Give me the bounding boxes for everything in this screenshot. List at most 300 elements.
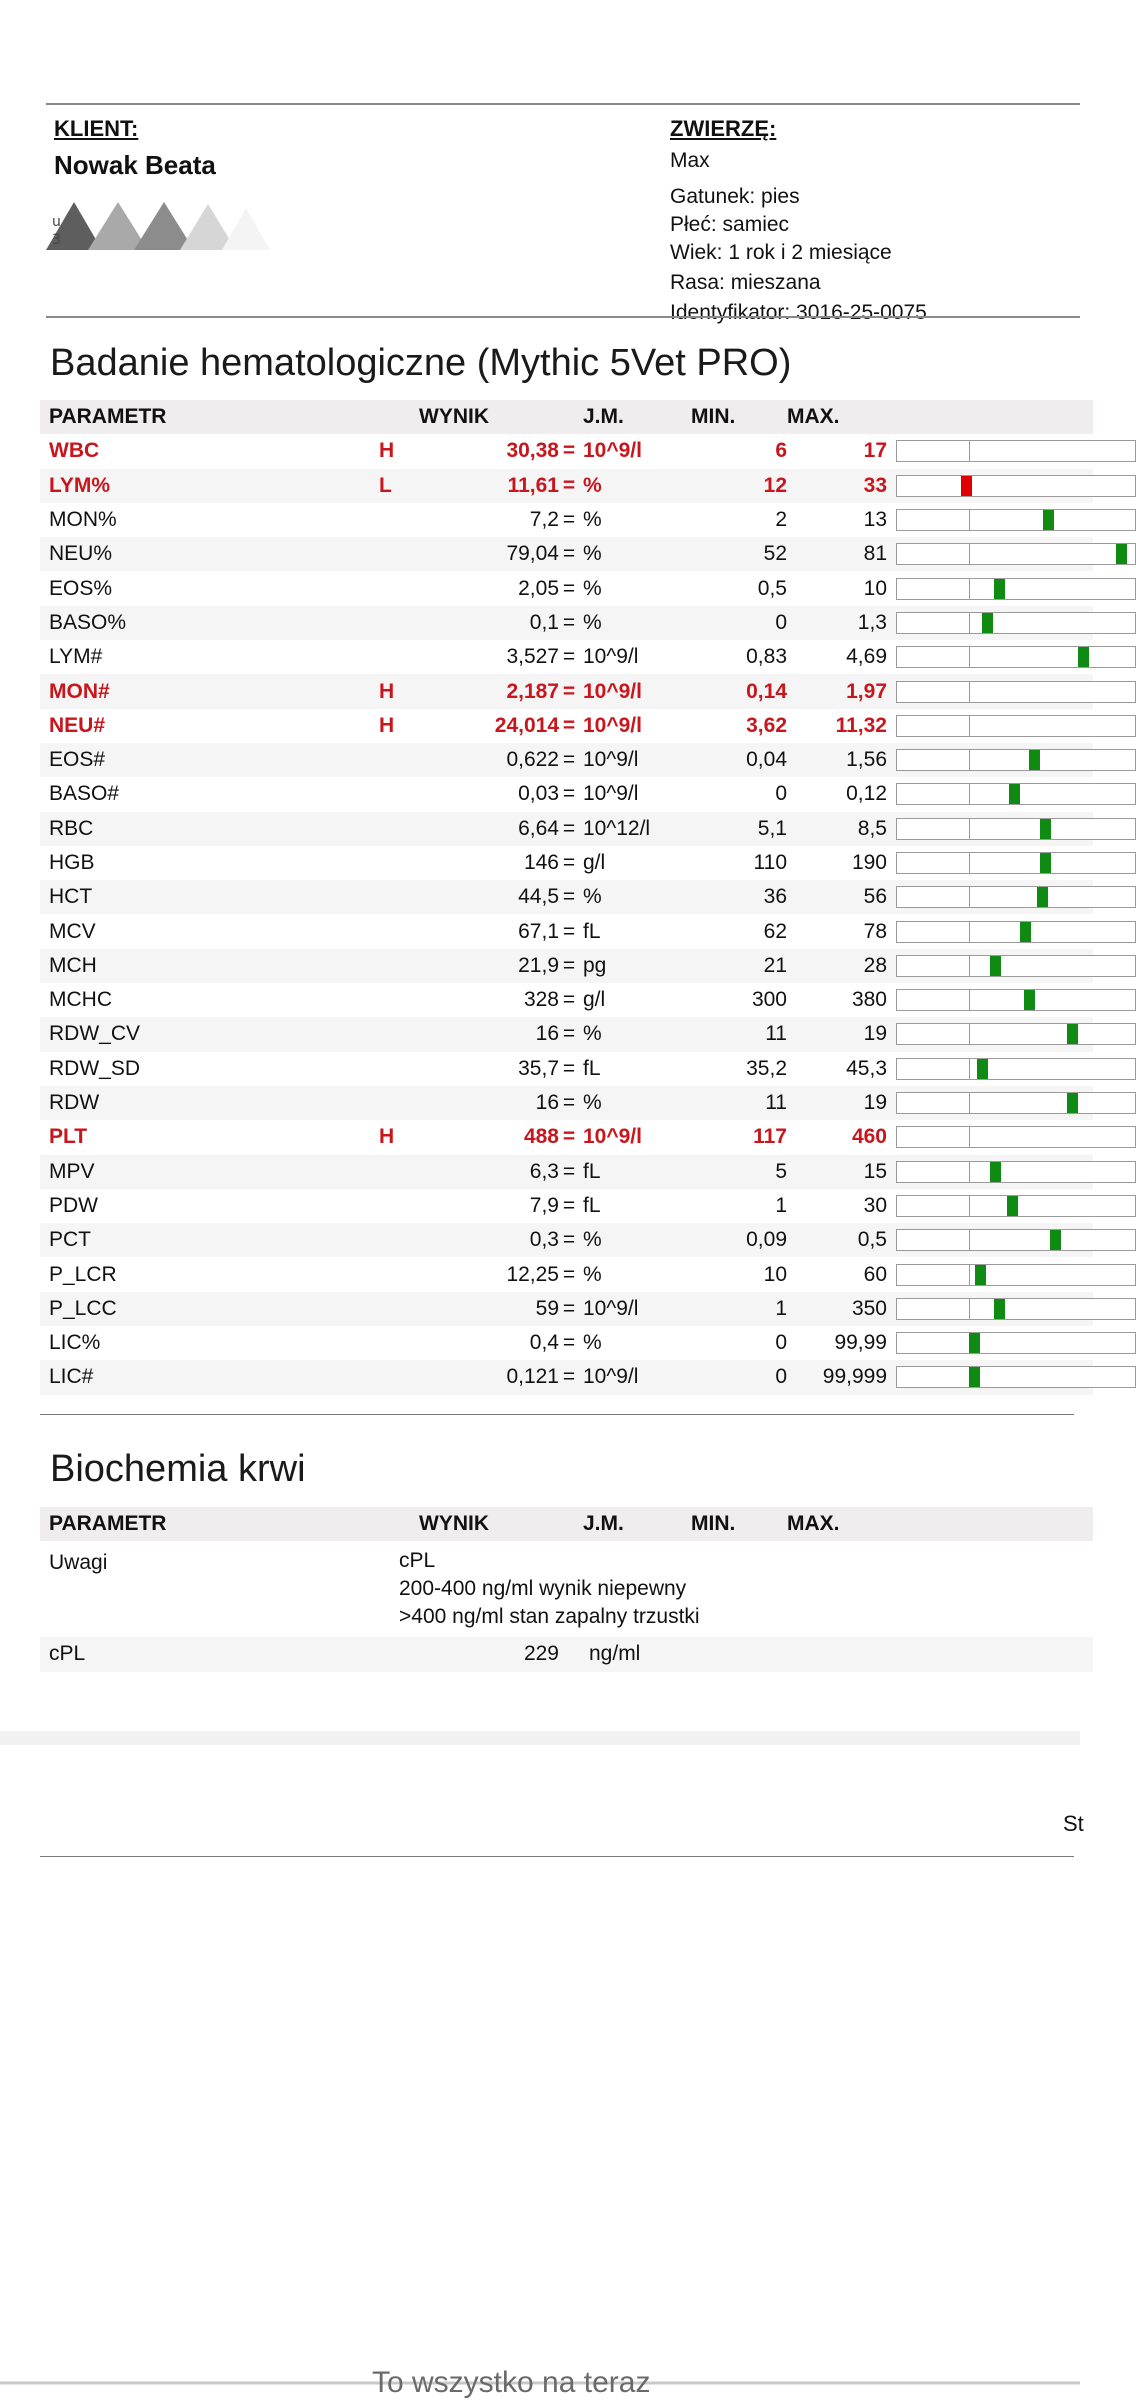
param-name: HGB [49,851,95,874]
param-equals: = [562,1228,576,1252]
clinic-logo [46,198,266,250]
range-bar [896,783,1136,805]
param-equals: = [562,713,576,737]
param-min: 0,09 [746,1228,787,1252]
table-row [40,1292,1093,1326]
param-value: 488 [523,1125,559,1149]
param-max: 0,5 [857,1228,887,1252]
table-row [40,743,1093,777]
param-name: P_LCR [49,1262,117,1286]
section-divider [40,1414,1074,1415]
param-min: 1 [775,1193,787,1217]
param-flag [379,1223,419,1257]
param-min: 117 [753,1125,787,1149]
param-flag [379,1326,419,1360]
table-row [40,1052,1093,1086]
param-name: LIC% [49,1331,101,1355]
param-max: 11,32 [835,713,887,737]
param-flag [379,1189,419,1223]
range-bar-min-line [969,441,970,461]
param-unit: % [583,1331,602,1355]
table-row [40,537,1093,571]
param-equals: = [562,885,576,909]
param-equals: = [562,816,576,840]
range-marker [1037,887,1048,907]
param-max: 28 [863,953,887,977]
range-bar [896,543,1136,565]
param-name: BASO# [49,782,120,806]
table-row [40,640,1093,674]
range-bar [896,989,1136,1011]
param-value: 6,64 [518,816,559,840]
param-unit: 10^9/l [583,782,639,806]
col-max: MAX. [787,405,840,429]
range-bar-min-line [969,990,970,1010]
param-min: 3,62 [746,713,787,737]
col-unit: J.M. [583,405,624,429]
table-row [40,777,1093,811]
range-marker [975,1265,986,1285]
param-equals: = [562,782,576,806]
param-value: 0,3 [529,1228,559,1252]
param-name: EOS# [49,748,106,772]
param-max: 460 [851,1125,887,1149]
table-row [40,1326,1093,1360]
param-flag [379,640,419,674]
param-equals: = [562,988,576,1012]
param-unit: pg [583,953,607,977]
range-bar [896,1332,1136,1354]
param-unit: 10^9/l [583,679,642,703]
param-unit: fL [583,1056,601,1080]
page-bottom-rule [40,1856,1074,1857]
param-min: 0,04 [746,748,787,772]
range-bar [896,1161,1136,1183]
range-marker [1024,990,1035,1010]
param-unit: % [583,610,602,634]
param-max: 19 [863,1091,887,1115]
range-bar-min-line [969,510,970,530]
client-name: Nowak Beata [54,150,216,180]
animal-species: Gatunek: pies [670,185,800,208]
table-row [40,571,1093,605]
page-break-band [0,1731,1080,1745]
param-name: PLT [49,1125,88,1149]
param-max: 99,99 [834,1331,887,1355]
param-max: 56 [863,885,887,909]
param-max: 1,56 [846,748,887,772]
param-name: LYM# [49,645,103,669]
range-bar [896,749,1136,771]
range-bar [896,1092,1136,1114]
col-min: MIN. [691,405,736,429]
param-max: 78 [863,919,887,943]
table-row [40,1637,1093,1671]
param-flag [379,503,419,537]
param-unit: % [583,542,602,566]
param-min: 1 [775,1296,787,1320]
param-max: 10 [863,576,887,600]
param-max: 380 [851,988,887,1012]
table-row [40,1189,1093,1223]
range-bar [896,921,1136,943]
range-bar-min-line [969,1162,970,1182]
param-min: 300 [751,988,787,1012]
range-bar [896,1229,1136,1251]
param-equals: = [562,1365,576,1389]
param-max: 15 [863,1159,887,1183]
param-unit: ng/ml [589,1642,641,1666]
param-flag: H [379,439,395,463]
col-max: MAX. [787,1512,840,1536]
range-marker [1040,819,1051,839]
page-fragment-text: St [1063,1811,1084,1836]
param-min: 0 [775,610,787,634]
range-bar-min-line [969,922,970,942]
param-equals: = [562,645,576,669]
param-min: 0 [775,782,787,806]
param-name: EOS% [49,576,113,600]
param-unit: % [583,576,602,600]
range-bar [896,440,1136,462]
param-value: 2,05 [518,576,559,600]
range-bar-min-line [969,1230,970,1250]
param-max: 13 [863,508,887,532]
param-unit: % [583,473,602,497]
range-marker [977,1059,988,1079]
param-equals: = [562,1262,576,1286]
top-rule [46,103,1080,105]
param-flag [379,1086,419,1120]
animal-breed: Rasa: mieszana [670,271,821,294]
header-bottom-rule [46,316,1080,318]
animal-section [670,116,927,324]
range-marker [969,1333,980,1353]
param-max: 30 [863,1193,887,1217]
range-bar [896,1126,1136,1148]
param-name: MCV [49,919,96,943]
note-line: >400 ng/ml stan zapalny trzustki [399,1605,700,1629]
param-max: 1,3 [857,610,887,634]
param-max: 350 [851,1296,887,1320]
param-equals: = [562,508,576,532]
param-min: 5,1 [757,816,787,840]
param-name: RDW_CV [49,1022,141,1046]
param-max: 81 [863,542,887,566]
param-min: 12 [763,473,787,497]
col-unit: J.M. [583,1512,624,1536]
range-bar-min-line [969,853,970,873]
biochem-title: Biochemia krwi [50,1448,306,1490]
range-bar-min-line [969,887,970,907]
range-bar [896,646,1136,668]
param-name: BASO% [49,610,127,634]
param-name: MON% [49,508,117,532]
param-unit: % [583,1262,602,1286]
footer-message: To wszystko na teraz [372,2366,651,2399]
table-row [40,1257,1093,1291]
range-bar-min-line [969,1127,970,1147]
param-unit: 10^9/l [583,1125,642,1149]
range-bar-min-line [969,682,970,702]
param-min: 5 [775,1159,787,1183]
range-bar-min-line [969,1059,970,1079]
param-equals: = [562,1159,576,1183]
param-value: 79,04 [506,542,559,566]
animal-name: Max [670,149,710,172]
param-min: 36 [763,885,787,909]
param-equals: = [562,953,576,977]
param-value: 21,9 [518,953,559,977]
table-row [40,1120,1093,1154]
param-value: 16 [535,1022,559,1046]
note-line: cPL [399,1549,436,1573]
table-row [40,880,1093,914]
range-bar [896,818,1136,840]
notes-row [40,1541,1093,1637]
range-bar-min-line [969,956,970,976]
param-max: 60 [863,1262,887,1286]
range-marker [990,1162,1001,1182]
param-value: 67,1 [518,919,559,943]
param-max: 0,12 [846,782,887,806]
range-marker [1007,1196,1018,1216]
param-value: 0,03 [518,782,559,806]
param-flag [379,743,419,777]
param-value: 12,25 [506,1262,559,1286]
hematology-title: Badanie hematologiczne (Mythic 5Vet PRO) [50,342,792,384]
range-bar [896,715,1136,737]
param-value: 0,4 [529,1331,559,1355]
param-value: 44,5 [518,885,559,909]
table-row [40,469,1093,503]
range-bar-min-line [969,716,970,736]
param-unit: g/l [583,851,606,874]
range-bar-min-line [969,750,970,770]
range-marker [1020,922,1031,942]
hematology-rows [40,434,1093,1394]
table-row [40,606,1093,640]
param-unit: % [583,1022,602,1046]
param-unit: fL [583,1159,601,1183]
param-name: RDW [49,1091,100,1115]
param-name: P_LCC [49,1296,117,1320]
param-min: 62 [763,919,787,943]
range-marker [982,613,993,633]
param-value: 6,3 [529,1159,559,1183]
param-value: 24,014 [494,713,559,737]
param-name: MON# [49,679,110,703]
param-equals: = [562,1056,576,1080]
range-bar-min-line [969,1196,970,1216]
param-flag [379,571,419,605]
col-param: PARAMETR [49,405,167,429]
param-equals: = [562,748,576,772]
range-marker [994,1299,1005,1319]
range-bar [896,509,1136,531]
range-bar [896,1058,1136,1080]
param-name: WBC [49,439,100,463]
table-row [40,983,1093,1017]
param-flag: L [379,473,392,497]
param-flag [379,1155,419,1189]
param-value: 59 [535,1296,559,1320]
param-value: 0,121 [506,1365,559,1389]
param-name: MCH [49,953,97,977]
param-max: 4,69 [846,645,887,669]
param-max: 17 [863,439,887,463]
param-equals: = [562,610,576,634]
param-flag [379,1360,419,1394]
range-bar [896,475,1136,497]
param-flag [379,606,419,640]
param-flag: H [379,713,395,737]
table-row [40,503,1093,537]
range-bar-min-line [969,579,970,599]
param-name: PDW [49,1193,98,1217]
table-row [40,709,1093,743]
param-equals: = [562,851,576,874]
table-row [40,812,1093,846]
param-value: 146 [523,851,559,874]
table-row [40,846,1093,880]
param-max: 99,999 [822,1365,887,1389]
range-marker [990,956,1001,976]
range-bar-min-line [969,613,970,633]
range-bar-min-line [969,1299,970,1319]
param-flag [379,1017,419,1051]
param-flag [379,1292,419,1326]
range-bar [896,886,1136,908]
param-max: 1,97 [846,679,887,703]
param-equals: = [562,1296,576,1320]
param-name: NEU# [49,713,106,737]
range-bar [896,1366,1136,1388]
table-row [40,1223,1093,1257]
table-header [40,400,1093,434]
param-min: 0 [775,1331,787,1355]
param-name: PCT [49,1228,91,1252]
param-min: 11 [765,1091,787,1115]
table-header [40,1507,1093,1541]
param-equals: = [562,1022,576,1046]
col-param: PARAMETR [49,1512,167,1536]
param-max: 8,5 [857,816,887,840]
param-min: 0,83 [746,645,787,669]
param-unit: 10^9/l [583,713,642,737]
client-section [54,116,216,181]
range-marker [961,476,972,496]
range-bar-min-line [969,1093,970,1113]
param-value: 0,1 [529,610,559,634]
range-marker [994,579,1005,599]
param-unit: % [583,885,602,909]
param-min: 0 [775,1365,787,1389]
param-equals: = [562,576,576,600]
param-name: RDW_SD [49,1056,141,1080]
range-marker [969,1367,980,1387]
param-equals: = [562,473,576,497]
param-flag [379,983,419,1017]
range-bar-min-line [969,647,970,667]
param-unit: fL [583,1193,601,1217]
range-bar-min-line [969,819,970,839]
param-equals: = [562,542,576,566]
range-marker [1043,510,1054,530]
param-equals: = [562,439,576,463]
logo-lettering: u [52,214,61,230]
param-unit: g/l [583,988,606,1012]
range-marker [1067,1093,1078,1113]
table-row [40,1155,1093,1189]
param-unit: 10^9/l [583,439,642,463]
client-label: KLIENT: [54,116,139,141]
range-marker [1078,647,1089,667]
param-min: 10 [763,1262,787,1286]
param-min: 0,14 [746,679,787,703]
range-marker [1040,853,1051,873]
range-bar-min-line [969,1024,970,1044]
range-bar [896,1023,1136,1045]
param-value: 7,9 [529,1193,559,1217]
hematology-table [40,400,1093,1395]
param-min: 0,5 [757,576,787,600]
range-bar-min-line [969,784,970,804]
range-bar-min-line [969,544,970,564]
param-max: 45,3 [846,1056,887,1080]
param-flag [379,1052,419,1086]
param-flag [379,777,419,811]
range-marker [1067,1024,1078,1044]
table-row [40,1360,1093,1394]
param-equals: = [562,1331,576,1355]
notes-label: Uwagi [49,1551,108,1575]
param-name: MCHC [49,988,112,1012]
param-name: cPL [49,1642,86,1666]
param-value: 16 [535,1091,559,1115]
param-value: 0,622 [506,748,559,772]
param-min: 110 [753,851,787,874]
animal-label: ZWIERZĘ: [670,116,777,141]
param-max: 190 [851,851,887,874]
param-unit: % [583,508,602,532]
param-min: 6 [775,439,787,463]
animal-id: Identyfikator: 3016-25-0075 [670,301,927,324]
param-value: 7,2 [529,508,559,532]
param-name: LYM% [49,473,111,497]
param-unit: 10^9/l [583,645,639,669]
param-min: 35,2 [746,1056,787,1080]
range-bar [896,955,1136,977]
param-unit: % [583,1228,602,1252]
col-min: MIN. [691,1512,736,1536]
range-marker [1116,544,1127,564]
param-flag [379,812,419,846]
table-row [40,674,1093,708]
param-flag: H [379,1125,395,1149]
range-bar [896,578,1136,600]
param-min: 52 [763,542,787,566]
animal-age: Wiek: 1 rok i 2 miesiące [670,241,892,264]
param-name: HCT [49,885,93,909]
table-row [40,949,1093,983]
col-result: WYNIK [419,405,489,429]
param-equals: = [562,679,576,703]
param-flag [379,880,419,914]
table-row [40,1086,1093,1120]
range-marker [1050,1230,1061,1250]
range-marker [1009,784,1020,804]
